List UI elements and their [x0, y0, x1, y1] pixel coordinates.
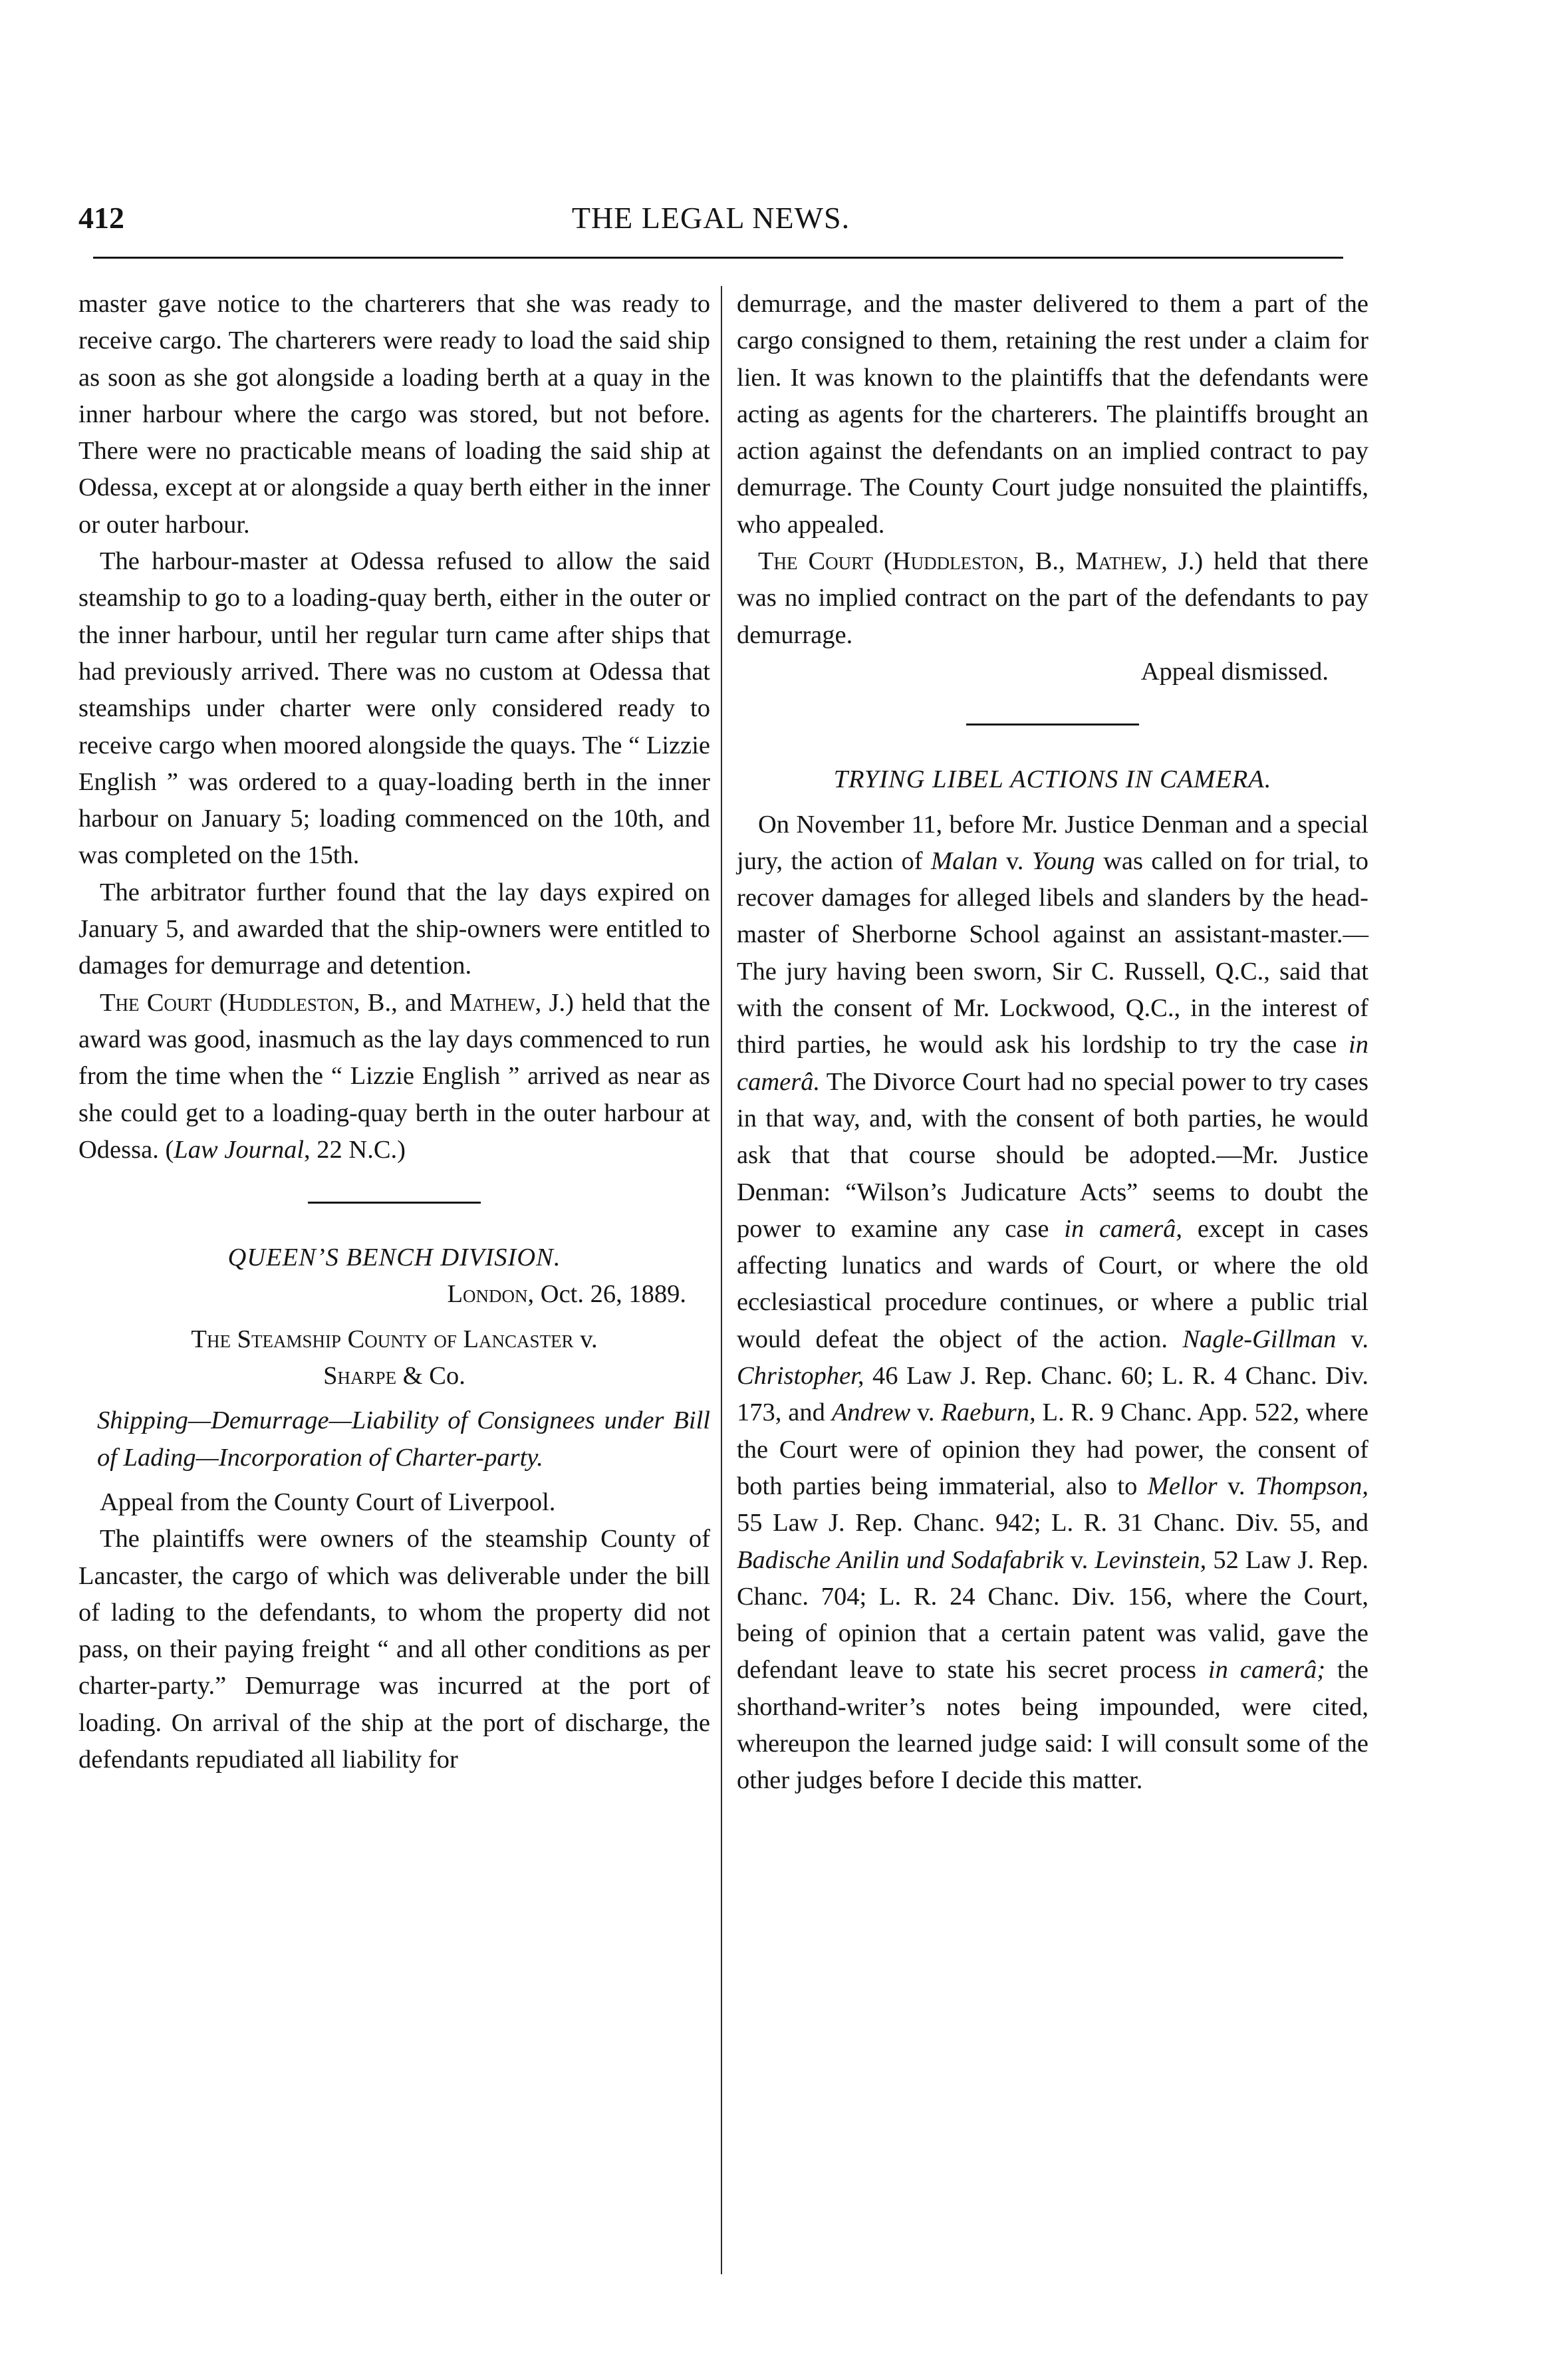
page-number: 412 [78, 201, 124, 235]
text-run: except in cases affecting lunatics and wards of Court, or where the old ecclesiastical procedure continues, or where a public trial would defeat the object of the action. [737, 1214, 1369, 1353]
text-run: v. [910, 1398, 942, 1427]
spacer [737, 799, 1368, 807]
text-run: was called on for trial, to recover damages for alleged libels and slanders by the head-master of Sherborne School against an assistant-master.—The jury having been sworn, Sir C. Russell, Q.C., said that with the consent of Mr. Lockwood, Q.C., in the interest of third parties, he would ask his lordship to try the case [737, 847, 1368, 1059]
latin-phrase: in camerâ, [1064, 1214, 1183, 1243]
citation: Law Journal [174, 1135, 305, 1164]
case-name: Levinstein, [1095, 1545, 1207, 1574]
case-party: The Steamship County of Lancaster [191, 1325, 574, 1353]
headnote: Shipping—Demurrage—Liability of Consignees under Bill of Lading—Incorporation of Charter-party. [97, 1406, 710, 1472]
case-name: Christopher, [737, 1362, 864, 1390]
judge-name: Mathew [1075, 547, 1162, 576]
text-run: 46 Law J. Rep. Chanc. 60; L. R. 4 Chanc. Div. 173, and [737, 1362, 1368, 1427]
spacer [78, 1394, 710, 1402]
case-party: Sharpe [323, 1362, 397, 1390]
case-name: Malan [931, 847, 998, 875]
judge-name: Huddleston [892, 547, 1019, 576]
right-column [737, 286, 1368, 1799]
section-rule [966, 724, 1139, 726]
paragraph [78, 985, 710, 1168]
paragraph: The arbitrator further found that the lay days expired on January 5, and awarded that the ship-owners were entitled to damages for demurrage and detention. [78, 878, 710, 980]
court-label: The Court [758, 547, 874, 576]
text-run: , 22 N.C.) [304, 1135, 406, 1164]
text-run: the shorthand-writer’s notes being impounded, were cited, whereupon the learned judge said: I will consult some of the other judges before I decide this matter. [737, 1656, 1368, 1795]
left-column [78, 286, 710, 1778]
text-run: L. R. 9 Chanc. App. 522, where the Court were of opinion they had power, the consent of both parties being immaterial, also to [737, 1398, 1369, 1500]
text-run: v. [1063, 1545, 1095, 1574]
paragraph: The harbour-master at Odessa refused to allow the said steamship to go to a loading-quay berth, either in the outer or the inner harbour, until her regular turn came after ships that had previously arrived. There was no custom at Odessa that steamships under charter were only considered ready to receive cargo when moored alongside the quays. The “ Lizzie English ” was ordered to a quay-loading berth in the inner harbour on January 5; loading commenced on the 10th, and was completed on the 15th. [78, 547, 710, 870]
text-run: , J.) held that the award was good, inasmuch as the lay days commenced to run from the time when the “ Lizzie English ” arrived as near as she could get to a loading-quay berth in the outer harbour at Odessa. ( [78, 988, 710, 1164]
dateline-place: London [447, 1280, 528, 1309]
text-run: The Divorce Court had no special power to try cases in that way, and, with the consent of both parties, he would ask that that course should be adopted.—Mr. Justice Denman: “Wilson’s Judicature Acts” seems to doubt the power to examine any case [737, 1067, 1368, 1243]
court-label: The Court [100, 988, 212, 1017]
text-run: v. [997, 847, 1032, 875]
text-run: ( [873, 547, 892, 576]
latin-phrase: in camerâ; [1208, 1656, 1326, 1684]
text-run: On November 11, before Mr. Justice Denman and a special jury, the action of [737, 810, 1368, 875]
judge-name: Huddleston [227, 988, 354, 1017]
text-run: , B., [1018, 547, 1076, 576]
section-title: TRYING LIBEL ACTIONS IN CAMERA. [833, 765, 1272, 794]
judge-name: Mathew [449, 988, 535, 1017]
column-divider [721, 286, 722, 2274]
paragraph [737, 807, 1368, 1799]
case-name: Young [1031, 847, 1095, 875]
case-name: Andrew [831, 1398, 911, 1427]
case-party-suffix: & Co. [396, 1362, 465, 1390]
text-run: 55 Law J. Rep. Chanc. 942; L. R. 31 Chanc. Div. 55, and [737, 1509, 1368, 1537]
header-rule [93, 257, 1343, 259]
paragraph: demurrage, and the master delivered to them a part of the cargo consigned to them, retaining the rest under a claim for lien. It was known to the plaintiffs that the defendants were acting as agents for the charterers. The plaintiffs brought an action against the defendants on an implied contract to pay demurrage. The County Court judge nonsuited the plaintiffs, who appealed. [737, 290, 1368, 539]
case-title [78, 1321, 710, 1395]
case-name: Raeburn, [941, 1398, 1036, 1427]
text-run: v. [1217, 1472, 1255, 1500]
dateline [78, 1276, 710, 1313]
latin-phrase: in camerâ. [737, 1031, 1368, 1096]
text-run: , J.) held that there was no implied contract on the part of the defendants to pay demurrage. [737, 547, 1369, 649]
case-versus: v. [573, 1325, 598, 1353]
paragraph: master gave notice to the charterers that she was ready to receive cargo. The charterers were ready to load the said ship as soon as she got alongside a loading berth at a quay in the inner harbour where the cargo was stored, but not before. There were no practicable means of loading the said ship at Odessa, except at or alongside a quay berth either in the inner or outer harbour. [78, 290, 710, 539]
running-title: THE LEGAL NEWS. [571, 201, 850, 235]
case-name: Nagle-Gillman [1182, 1325, 1337, 1353]
text-run: v. [1336, 1325, 1369, 1353]
text-run: ( [211, 988, 228, 1017]
paragraph: Appeal from the County Court of Liverpool. [100, 1488, 556, 1516]
paragraph: The plaintiffs were owners of the steamship County of Lancaster, the cargo of which was deliverable under the bill of lading to the defendants, to whom the property did not pass, on their paying freight “ and all other conditions as per charter-party.” Demurrage was incurred at the port of loading. On arrival of the ship at the port of discharge, the defendants repudiated all liability for [78, 1525, 710, 1774]
case-name: Badische Anilin und Sodafabrik [737, 1545, 1064, 1574]
paragraph [737, 543, 1368, 654]
section-title: QUEEN’S BENCH DIVISION. [227, 1244, 561, 1272]
dateline-date: , Oct. 26, 1889. [527, 1280, 686, 1309]
section-rule [308, 1202, 481, 1204]
page-header [78, 192, 1343, 245]
text-run: , B., and [353, 988, 450, 1017]
case-name: Thompson, [1255, 1472, 1368, 1500]
spacer [78, 1313, 710, 1321]
spacer [78, 1476, 710, 1484]
signoff: Appeal dismissed. [1140, 657, 1329, 686]
case-name: Mellor [1147, 1472, 1218, 1500]
text-run: 52 Law J. Rep. Chanc. 704; L. R. 24 Chanc. Div. 156, where the Court, being of opinion that a certain patent was valid, gave the defendant leave to state his secret process [737, 1545, 1368, 1684]
